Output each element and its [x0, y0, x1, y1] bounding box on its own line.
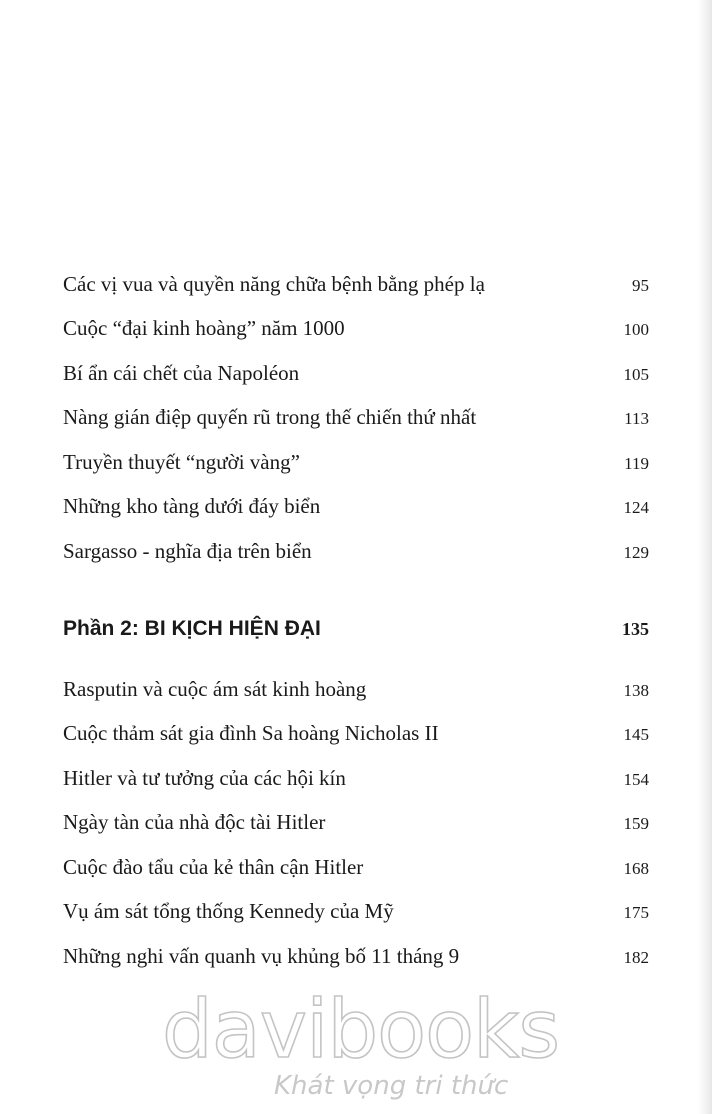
- toc-entry: [63, 358, 649, 388]
- toc-entry: [63, 313, 649, 343]
- toc-entry: [63, 807, 649, 837]
- toc-entry: [63, 447, 649, 477]
- toc-entry: [63, 718, 649, 748]
- toc-entry-page: 168: [623, 859, 649, 878]
- toc-entry-page: 124: [623, 498, 649, 517]
- toc-entry-title: Truyền thuyết “người vàng”: [63, 450, 300, 474]
- toc-entry-title: Sargasso - nghĩa địa trên biển: [63, 539, 312, 563]
- toc-entry-title: Các vị vua và quyền năng chữa bệnh bằng phép lạ: [63, 272, 485, 296]
- toc-entry: [63, 896, 649, 926]
- toc-entry-title: Vụ ám sát tổng thống Kennedy của Mỹ: [63, 899, 394, 923]
- toc-entry-title: Cuộc đào tẩu của kẻ thân cận Hitler: [63, 855, 364, 879]
- toc-entry-page: 138: [623, 681, 649, 700]
- toc-entry-title: Cuộc thảm sát gia đình Sa hoàng Nicholas II: [63, 721, 439, 745]
- toc-entry-title: Những kho tàng dưới đáy biển: [63, 494, 321, 518]
- toc-entry-page: 105: [623, 365, 649, 384]
- watermark: [150, 985, 570, 1110]
- toc-entry-title: Những nghi vấn quanh vụ khủng bố 11 tháng 9: [63, 944, 460, 968]
- section-page: 135: [622, 619, 649, 639]
- toc-entry-title: Hitler và tư tưởng của các hội kín: [63, 766, 346, 790]
- toc-entry-title: Ngày tàn của nhà độc tài Hitler: [63, 810, 326, 834]
- toc-entry-page: 113: [624, 409, 649, 428]
- toc-entry: [63, 674, 649, 704]
- toc-entry-page: 145: [623, 725, 649, 744]
- toc-entry-page: 129: [623, 543, 649, 562]
- toc-entry: [63, 536, 649, 566]
- toc-entry-page: 182: [623, 948, 649, 967]
- toc-section-heading: [63, 612, 649, 646]
- toc-entry: [63, 763, 649, 793]
- toc-entry-title: Nàng gián điệp quyến rũ trong thế chiến thứ nhất: [63, 405, 477, 429]
- toc-entry-page: 159: [623, 814, 649, 833]
- toc-entry-title: Bí ẩn cái chết của Napoléon: [63, 361, 300, 385]
- toc-entry-page: 119: [624, 454, 649, 473]
- toc-entry: [63, 402, 649, 432]
- toc-entry: [63, 941, 649, 971]
- page-edge-shadow: [698, 0, 712, 1114]
- toc-entry: [63, 269, 649, 299]
- toc-entry: [63, 852, 649, 882]
- toc-entry-page: 95: [632, 276, 649, 295]
- toc-entry-page: 175: [623, 903, 649, 922]
- section-title: Phần 2: BI KỊCH HIỆN ĐẠI: [63, 617, 321, 640]
- toc-entry: [63, 491, 649, 521]
- watermark-brand: davibooks: [162, 983, 560, 1076]
- watermark-slogan: Khát vọng tri thức: [274, 1071, 509, 1101]
- toc-entry-page: 100: [623, 320, 649, 339]
- toc-entry-page: 154: [623, 770, 649, 789]
- toc-entry-title: Rasputin và cuộc ám sát kinh hoàng: [63, 677, 367, 701]
- toc-entry-title: Cuộc “đại kinh hoàng” năm 1000: [63, 316, 345, 340]
